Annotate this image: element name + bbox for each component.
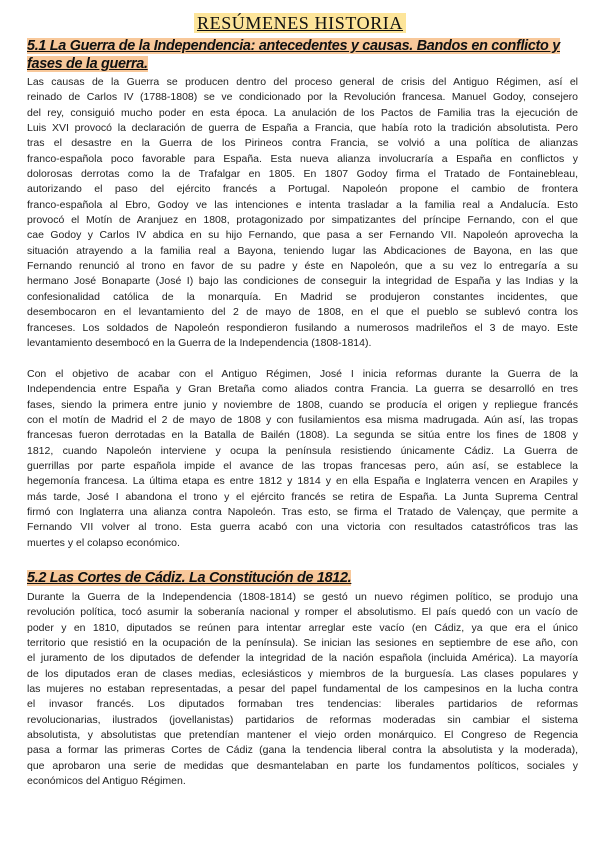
section-heading-5-2: 5.2 Las Cortes de Cádiz. La Constitución de 1812. xyxy=(27,570,352,586)
text-line: hermano José Bonaparte (José I) bajo las condiciones de conseguir la integridad de España y las Indias y la xyxy=(27,275,578,288)
text-line: Durante la Guerra de la Independencia (1808-1814) se gestó un nuevo régimen político, se produjo una xyxy=(27,591,578,603)
paragraph-phases xyxy=(27,367,578,551)
text-line: el juramento de los diputados de defender la integridad de la nación española (incluida América). La mayoría xyxy=(27,652,578,665)
text-line: muertes y el colapso económico. xyxy=(27,536,180,549)
text-line: firmó con Inglaterra una alianza contra Napoleón. Tras esto, se firma el Tratado de Valençay, que permite a xyxy=(27,506,578,519)
text-line: revolucionarias, ilustrados (jovellanistas) partidarios de reformas moderadas sin cambiar el sistema xyxy=(27,713,578,726)
text-line: 1812, cuando Napoleón interviene y ocupa la península resistiendo únicamente Cádiz. La Guerra de xyxy=(27,444,578,457)
text-line: francesas fueron derrotadas en la Batalla de Bailén (1808). La segunda se sitúa entre los fines de 1808 y xyxy=(27,429,578,442)
text-line: levantamiento desembocó en la Guerra de la Independencia (1808-1814). xyxy=(27,336,372,349)
text-line: franceses. Los soldados de Napoleón respondieron fusilando a numerosos madrileños el 3 de mayo. Este xyxy=(27,321,578,334)
text-line: Luis XVI provocó la declaración de guerra de España a Francia, que había roto la tradición absolutista. Pero xyxy=(27,122,578,135)
text-line: tras el desastre en la Guerra de los Pirineos contra Francia, se volvió a una política de alianzas xyxy=(27,137,578,150)
text-line: Con el objetivo de acabar con el Antiguo Régimen, José I inicia reformas durante la Guerra de la xyxy=(27,368,578,380)
paragraph-cortes-cadiz xyxy=(27,590,578,789)
text-line: franco-española al Ebro, Godoy ve las intenciones e intenta trasladar a la familia real a Andalucía. Esto xyxy=(27,198,578,211)
section-heading-5-1: 5.1 La Guerra de la Independencia: antecedentes y causas. Bandos en conflicto y fases de la guerra. xyxy=(27,38,560,72)
text-line: hegemonía francesa. La última etapa es entre 1812 y 1814 y en ella España e Inglaterra vencen en Arapiles y xyxy=(27,475,578,488)
text-line: económicos del Antiguo Régimen. xyxy=(27,775,186,788)
document-title: RESÚMENES HISTORIA xyxy=(0,14,600,34)
text-line: reinado de Carlos IV (1788-1808) se ve condicionado por la Revolución francesa. Manuel Godoy, consejero xyxy=(27,91,578,104)
text-line: fases, siendo la primera entre junio y noviembre de 1808, cuando se producía el origen y repliegue francés xyxy=(27,398,578,411)
text-line: autorizando el paso del ejército francés a Portugal. Napoleón propone el cambio de frontera xyxy=(27,183,578,196)
text-line: dolorosas derrotas como la de Trafalgar en 1805. En 1807 Godoy firma el Tratado de Fontainebleau, xyxy=(27,168,578,181)
text-line: las mujeres no estaban representadas, a pesar del papel fundamental de los campesinos en la lucha contra xyxy=(27,683,578,696)
text-line: Las causas de la Guerra se producen dentro del proceso general de crisis del Antiguo Régimen, así el xyxy=(27,76,578,88)
text-line: con el motín de Madrid el 2 de mayo de 1808 y con fusilamientos esa misma madrugada. Aún así, las tropas xyxy=(27,414,578,427)
text-line: confesionalidad católica de la monarquía. En Madrid se produjeron constantes incidentes, que xyxy=(27,290,578,303)
text-line: más tarde, José I abandona el trono y el ejército francés se retira de España. La Junta Suprema Central xyxy=(27,490,578,503)
text-line: provocó el Motín de Aranjuez en 1808, protagonizado por simpatizantes del príncipe Fernando, con el que xyxy=(27,214,578,227)
text-line: poder y en 1810, diputados se reúnen para intentar arreglar este vacío (en Cádiz, ya que era el único xyxy=(27,621,578,634)
text-line: territorio que resistió en la ocupación de la península). Se inician las sesiones en septiembre de ese año, con xyxy=(27,637,578,650)
text-line: situación atrayendo a la familia real a Bayona, teniendo lugar las Abdicaciones de Bayona, en las que xyxy=(27,244,578,257)
text-line: Fernando renunció al trono en favor de su padre y éste en Napoleón, que a su vez lo entregaría a su xyxy=(27,260,578,273)
text-line: del rey, consiguió mucho poder en esta época. La anulación de los Pactos de Familia tras la ejecución de xyxy=(27,106,578,119)
text-line: Fernando VII volver al trono. Esta guerra acabó con una victoria con resultados catastróficos tras las xyxy=(27,521,578,534)
text-line: absolutista, y absolutistas que pretendían mantener el viejo orden monárquico. El Congreso de Regencia xyxy=(27,729,578,742)
text-line: Independencia entre España y Gran Bretaña como aliados contra Francia. La guerra se desarrolló en tres xyxy=(27,383,578,396)
text-line: desembocaron en el levantamiento del 2 de mayo de 1808, en el que el pueblo se sublevó contra los xyxy=(27,306,578,319)
text-line: franco-española poco favorable para España. Esta nueva alianza involucraría a España en conflictos y xyxy=(27,152,578,165)
text-line: el invasor francés. Los diputados formaban tres tendencias: liberales partidarios de reformas xyxy=(27,698,578,711)
paragraph-causes xyxy=(27,75,578,351)
text-line: que aprobaron una serie de medidas que desmantelaban en parte los fundamentos políticos, sociales y xyxy=(27,759,578,772)
text-line: cae Godoy y Carlos IV abdica en su hijo Fernando, que pasa a ser Fernando VII. Napoleón aprovecha la xyxy=(27,229,578,242)
text-line: guerrillas por parte española impide el avance de las tropas francesas pero, aún así, se establece la xyxy=(27,460,578,473)
text-line: revolución política, tocó asumir la soberanía nacional y romper el absolutismo. El país quedó con un vacío de xyxy=(27,606,578,619)
text-line: de los diputados eran de clases medias, eclesiásticos y miembros de la burguesía. Las clases populares y xyxy=(27,667,578,680)
text-line: pasa a formar las primeras Cortes de Cádiz (gana la tendencia liberal contra la absolutista y la moderada), xyxy=(27,744,578,757)
